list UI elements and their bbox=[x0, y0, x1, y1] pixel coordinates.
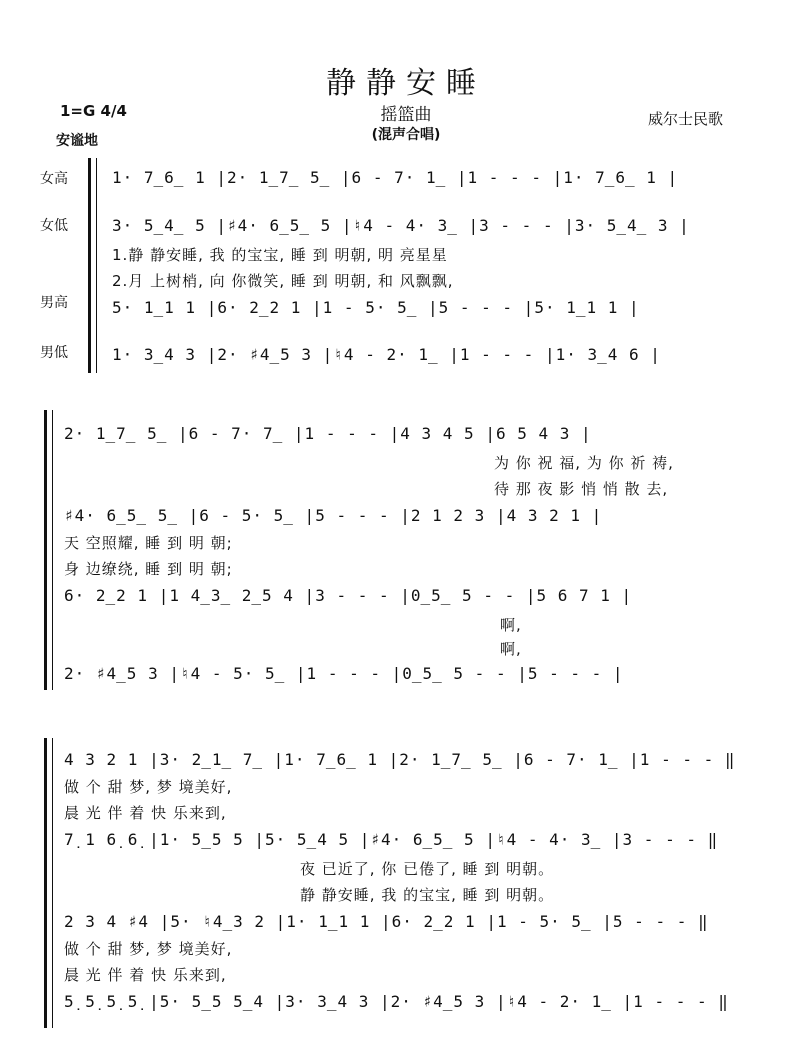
staff-bass: 2· ♯4̲5 3 |♮4 - 5· 5̲ |1 - - - |0̲5̲ 5 - - |5 - - - | bbox=[64, 664, 624, 683]
score-subnote: (混声合唱) bbox=[371, 127, 441, 143]
lyric-verse-2: 2.月 上树梢, 向 你微笑, 睡 到 明朝, 和 风飘飘, bbox=[112, 272, 454, 290]
lyric-verse-1: 1.静 静安睡, 我 的宝宝, 睡 到 明朝, 明 亮星星 bbox=[112, 246, 448, 264]
lyric-verse-2: 待 那 夜 影 悄 悄 散 去, bbox=[494, 480, 669, 498]
lyric-verse-2: 晨 光 伴 着 快 乐来到, bbox=[64, 804, 227, 822]
score-title: 静静安睡 bbox=[326, 66, 486, 101]
lyric-verse-1: 夜 已近了, 你 已倦了, 睡 到 明朝。 bbox=[300, 860, 555, 878]
score-subtitle: 摇篮曲 bbox=[380, 105, 432, 125]
part-label-tenor: 男高 bbox=[40, 295, 68, 311]
system-line bbox=[96, 158, 97, 373]
staff-tenor: 6· 2̲2 1 |1 4̲3̲ 2̲5 4 |3 - - - |0̲5̲ 5 - - |5 6 7 1 | bbox=[64, 586, 633, 605]
system-bracket bbox=[44, 410, 47, 690]
key-signature: 1=G 4/4 bbox=[60, 102, 127, 120]
part-label-alto: 女低 bbox=[40, 218, 68, 234]
lyric-verse-1: 做 个 甜 梦, 梦 境美好, bbox=[64, 940, 233, 958]
lyric-ah-2: 啊, bbox=[500, 640, 522, 658]
lyric-verse-2: 身 边缭绕, 睡 到 明 朝; bbox=[64, 560, 233, 578]
staff-alto: ♯4· 6̲5̲ 5̲ |6 - 5· 5̲ |5 - - - |2 1 2 3 |4 3 2 1 | bbox=[64, 506, 603, 525]
staff-soprano: 2· 1̲7̲ 5̲ |6 - 7· 7̲ |1 - - - |4 3 4 5 |6 5 4 3 | bbox=[64, 424, 592, 443]
system-line bbox=[52, 410, 53, 690]
staff-alto: 7̣ 1 6̣ 6̣ |1· 5̲5 5 |5· 5̲4 5 |♯4· 6̲5̲ 5 |♮4 - 4· 3̲ |3 - - - ‖ bbox=[64, 830, 719, 849]
system-bracket bbox=[44, 738, 47, 1028]
staff-soprano: 1· 7̲6̲ 1 |2· 1̲7̲ 5̲ |6 - 7· 1̲ |1 - - - |1· 7̲6̲ 1 | bbox=[112, 168, 679, 187]
lyric-verse-1: 为 你 祝 福, 为 你 祈 祷, bbox=[494, 454, 674, 472]
staff-tenor: 2 3 4 ♯4 |5· ♮4̲3 2 |1· 1̲1 1 |6· 2̲2 1 |1 - 5· 5̲ |5 - - - ‖ bbox=[64, 912, 709, 931]
lyric-ah-1: 啊, bbox=[500, 616, 522, 634]
tempo-marking: 安谧地 bbox=[56, 133, 98, 149]
part-label-bass: 男低 bbox=[40, 345, 68, 361]
composer: 威尔士民歌 bbox=[648, 110, 724, 128]
lyric-verse-2: 晨 光 伴 着 快 乐来到, bbox=[64, 966, 227, 984]
part-label-soprano: 女高 bbox=[40, 171, 68, 187]
lyric-verse-1: 天 空照耀, 睡 到 明 朝; bbox=[64, 534, 233, 552]
staff-alto: 3· 5̲4̲ 5 |♯4· 6̲5̲ 5 |♮4 - 4· 3̲ |3 - - - |3· 5̲4̲ 3 | bbox=[112, 216, 690, 235]
staff-bass: 1· 3̲4 3 |2· ♯4̲5 3 |♮4 - 2· 1̲ |1 - - - |1· 3̲4 6 | bbox=[112, 345, 661, 364]
staff-tenor: 5· 1̲1 1 |6· 2̲2 1 |1 - 5· 5̲ |5 - - - |5· 1̲1 1 | bbox=[112, 298, 640, 317]
lyric-verse-2: 静 静安睡, 我 的宝宝, 睡 到 明朝。 bbox=[300, 886, 555, 904]
staff-bass: 5̣ 5̣ 5̣ 5̣ |5· 5̲5 5̲4 |3· 3̲4 3 |2· ♯4̲5 3 |♮4 - 2· 1̲ |1 - - - ‖ bbox=[64, 992, 729, 1011]
staff-soprano: 4 3 2 1 |3· 2̲1̲ 7̲ |1· 7̲6̲ 1 |2· 1̲7̲ 5̲ |6 - 7· 1̲ |1 - - - ‖ bbox=[64, 750, 736, 769]
system-line bbox=[52, 738, 53, 1028]
system-bracket bbox=[88, 158, 91, 373]
lyric-verse-1: 做 个 甜 梦, 梦 境美好, bbox=[64, 778, 233, 796]
